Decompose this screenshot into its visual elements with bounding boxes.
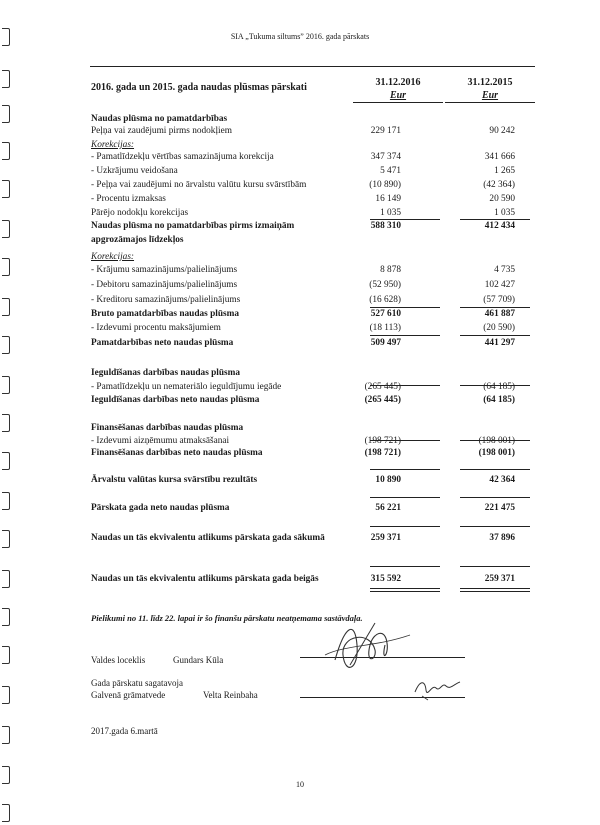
table-row: Bruto pamatdarbības naudas plūsma 527 610 461 887 (91, 309, 515, 319)
statement-title: 2016. gada un 2015. gada naudas plūsmas pārskati (91, 82, 307, 93)
sum-rule (460, 469, 530, 470)
table-row: apgrozāmajos līdzekļos (91, 235, 184, 245)
sum-rule (370, 385, 440, 386)
table-row: Pārskata gada neto naudas plūsma 56 221 221 475 (91, 503, 515, 513)
report-date: 2017.gada 6.martā (91, 726, 158, 736)
table-row: Finansēšanas darbības neto naudas plūsma (198 721) (198 001) (91, 448, 515, 458)
sum-rule (370, 469, 440, 470)
sum-rule (370, 566, 440, 567)
binder-holes (0, 0, 14, 825)
prepared-by-label: Gada pārskatu sagatavoja (91, 678, 183, 688)
sum-rule (370, 526, 440, 527)
table-row: - Uzkrājumu veidošana 5 471 1 265 (91, 166, 515, 176)
table-row: Naudas un tās ekvivalentu atlikums pārskata gada sākumā 259 371 37 896 (91, 533, 515, 543)
table-row: Ieguldīšanas darbības naudas plūsma (91, 368, 241, 378)
table-row: Ieguldīšanas darbības neto naudas plūsma (265 445) (64 185) (91, 395, 515, 405)
header-rule (90, 66, 535, 67)
signature-image (315, 615, 425, 680)
column-2015-header: 31.12.2015 Eur (455, 76, 525, 103)
sum-rule (460, 526, 530, 527)
signatory-name: Gundars Kūla (173, 655, 224, 665)
column-2016-header: 31.12.2016 Eur (363, 76, 433, 103)
page-number: 10 (296, 780, 304, 789)
table-row: Finansēšanas darbības naudas plūsma (91, 423, 244, 433)
accountant-name: Velta Reinbaha (203, 690, 258, 700)
table-row: Pamatdarbības neto naudas plūsma 509 497 441 297 (91, 338, 515, 348)
sum-rule (460, 497, 530, 498)
table-row: - Krājumu samazinājums/palielinājums 8 878 4 735 (91, 265, 515, 275)
double-rule (370, 588, 440, 589)
double-rule (370, 591, 440, 592)
sum-rule (460, 566, 530, 567)
accountant-role: Galvenā grāmatvede (91, 690, 166, 700)
table-row: Ārvalstu valūtas kursa svārstību rezultāts 10 890 42 364 (91, 475, 515, 485)
signature-image (410, 672, 470, 707)
table-row: - Pamatlīdzekļu un nemateriālo ieguldījumu iegāde (265 445) (64 185) (91, 382, 515, 392)
sum-rule (370, 497, 440, 498)
table-row: Peļņa vai zaudējumi pirms nodokļiem 229 171 90 242 (91, 126, 515, 136)
table-row: - Izdevumi aizņēmumu atmaksāšanai (198 721) (198 001) (91, 436, 515, 446)
table-row: - Kreditoru samazinājums/palielinājums (16 628) (57 709) (91, 295, 515, 305)
table-row: Naudas plūsma no pamatdarbības (91, 114, 228, 124)
double-rule (460, 591, 530, 592)
table-row: Pārējo nodokļu korekcijas 1 035 1 035 (91, 208, 515, 218)
table-row: Korekcijas: (91, 140, 135, 150)
sum-rule (460, 440, 530, 441)
double-rule (460, 588, 530, 589)
appendix-note: Pielikumi no 11. līdz 22. lapai ir šo finanšu pārskatu neatņemama sastāvdaļa. (91, 613, 363, 623)
table-row: - Izdevumi procentu maksājumiem (18 113) (20 590) (91, 323, 515, 333)
table-row: - Procentu izmaksas 16 149 20 590 (91, 194, 515, 204)
table-row: Naudas un tās ekvivalentu atlikums pārskata gada beigās 315 592 259 371 (91, 574, 515, 584)
table-row: Naudas plūsma no pamatdarbības pirms izmaiņām 588 310 412 434 (91, 221, 515, 231)
signatory-role: Valdes loceklis (91, 655, 146, 665)
table-row: Korekcijas: (91, 252, 135, 262)
running-header: SIA „Tukuma siltums” 2016. gada pārskats (230, 32, 370, 41)
table-row: - Peļņa vai zaudējumi no ārvalstu valūtu kursu svārstībām (10 890) (42 364) (91, 180, 515, 190)
sum-rule (460, 385, 530, 386)
table-row: - Debitoru samazinājums/palielinājums (52 950) 102 427 (91, 280, 515, 290)
table-row: - Pamatlīdzekļu vērtības samazinājuma korekcija 347 374 341 666 (91, 152, 515, 162)
sum-rule (370, 440, 440, 441)
